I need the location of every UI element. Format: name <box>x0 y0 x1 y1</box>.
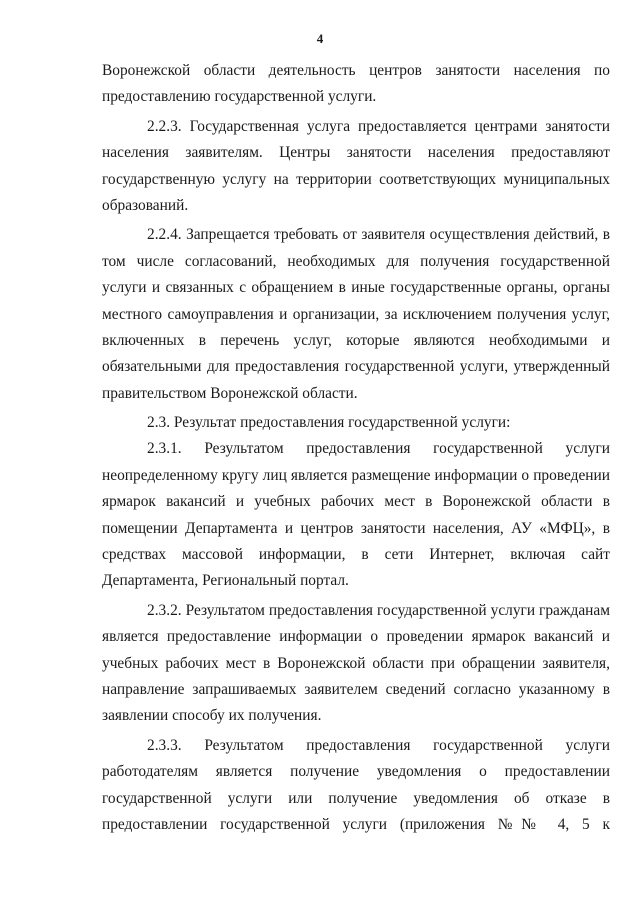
text-line: услуги и связанных с обращением в иные государственные органы, органы <box>102 279 610 297</box>
text-line: ярмарок вакансий и учебных рабочих мест в Воронежской области в <box>102 493 610 511</box>
text-line: местного самоуправления и организации, за исключением получения услуг, <box>102 305 610 323</box>
text-line: 2.3.1. Результатом предоставления государственной услуги <box>147 440 610 458</box>
text-line: работодателям является получение уведомления о предоставлении <box>102 763 610 781</box>
text-line: средствах массовой информации, в сети Интернет, включая сайт <box>102 546 610 564</box>
page-number: 4 <box>316 31 324 46</box>
text-line: обязательными для предоставления государственной услуги, утвержденный <box>102 358 610 376</box>
text-line: включенных в перечень услуг, которые являются необходимыми и <box>102 331 610 349</box>
text-line: том числе согласований, необходимых для получения государственной <box>102 252 610 270</box>
text-line: 2.3.2. Результатом предоставления государственной услуги гражданам <box>147 601 610 619</box>
text-line: заявлении способу их получения. <box>102 707 322 725</box>
text-line: государственной услуги или получение уведомления об отказе в <box>102 789 610 807</box>
text-line: правительством Воронежской области. <box>102 384 358 402</box>
text-line: 2.3. Результат предоставления государственной услуги: <box>147 414 511 432</box>
document-body <box>102 58 610 838</box>
text-line: 2.3.3. Результатом предоставления государственной услуги <box>147 736 610 754</box>
text-line: государственную услугу на территории соответствующих муниципальных <box>102 170 610 188</box>
text-line: является предоставление информации о проведении ярмарок вакансий и <box>102 628 610 646</box>
text-line: учебных рабочих мест в Воронежской области при обращении заявителя, <box>102 654 610 672</box>
text-line: образований. <box>102 196 189 214</box>
text-line: 2.2.3. Государственная услуга предоставляется центрами занятости <box>147 117 610 135</box>
text-line: предоставлению государственной услуги. <box>102 88 377 106</box>
text-line: предоставлении государственной услуги (приложения №№ 4, 5 к <box>102 815 610 833</box>
text-line: 2.2.4. Запрещается требовать от заявителя осуществления действий, в <box>147 226 610 244</box>
text-line: направление запрашиваемых заявителем сведений согласно указанному в <box>102 680 610 698</box>
text-line: Департамента, Региональный портал. <box>102 572 349 590</box>
text-line: неопределенному кругу лиц является размещение информации о проведении <box>102 466 610 484</box>
text-line: помещении Департамента и центров занятости населения, АУ «МФЦ», в <box>102 519 610 537</box>
text-line: населения заявителям. Центры занятости населения предоставляют <box>102 144 610 162</box>
text-line: Воронежской области деятельность центров занятости населения по <box>102 62 610 79</box>
